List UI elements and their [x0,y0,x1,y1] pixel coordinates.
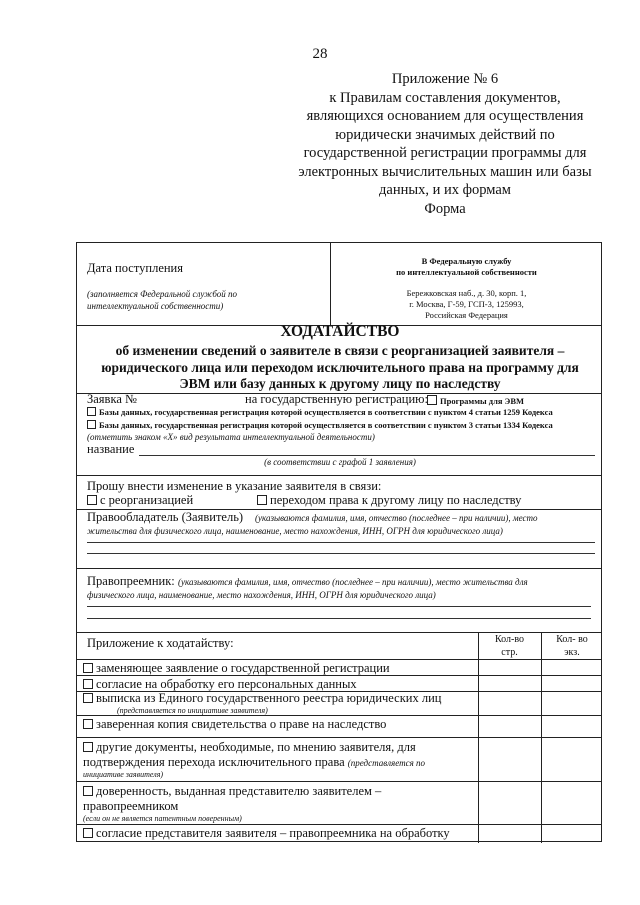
appendix-line: электронных вычислительных машин или базы [298,163,592,180]
attachment-item[interactable]: согласие представителя заявителя – правопреемника на обработку [83,826,450,841]
checkbox-icon[interactable] [427,395,437,405]
receipt-note: интеллектуальной собственности) [87,301,224,311]
pages-col-header: стр. [501,647,518,658]
fed-service-name: В Федеральную службу [421,256,512,266]
checkbox-icon[interactable] [83,786,93,796]
fed-address: Бережковская наб., д. 30, корп. 1, [406,288,527,298]
appendix-line: являющихся основанием для осуществления [306,108,584,124]
name-note: (в соответствии с графой 1 заявления) [264,457,416,467]
successor-note: (указываются фамилия, имя, отчество (последнее – при наличии), место жительства для [178,577,528,587]
appendix-line: к Правилам составления документов, [329,89,561,106]
attachment-note: инициативе заявителя) [83,770,164,779]
checkbox-icon[interactable] [83,663,93,673]
checkbox-icon[interactable] [83,742,93,752]
checkbox-icon[interactable] [87,495,97,505]
change-request-text: Прошу внести изменение в указание заявителя в связи: [87,479,382,493]
attachment-item[interactable]: выписка из Единого государственного реестра юридических лиц [83,691,441,706]
attachment-item[interactable]: другие документы, необходимые, по мнению заявителя, для [83,740,416,755]
fed-address: г. Москва, Г-59, ГСП-3, 125993, [409,299,524,309]
successor-field-line[interactable] [87,618,591,619]
checkbox-icon[interactable] [83,693,93,703]
receipt-date-label: Дата поступления [87,261,183,275]
attachment-note: (если он не является патентным поверенным) [83,814,242,823]
checkbox-icon[interactable] [83,719,93,729]
rightholder-label: Правообладатель (Заявитель) [87,510,244,524]
successor-label: Правопреемник: [87,574,175,588]
checkbox-icon[interactable] [257,495,267,505]
option-inheritance[interactable]: переходом права к другому лицу по наследству [257,493,521,508]
name-field-line[interactable] [139,455,595,456]
page-number: 28 [312,46,328,62]
option-db-1334[interactable]: Базы данных, государственная регистрация которой осуществляется в соответствии с пунктом 3 статьи 1334 Кодекса [87,420,553,430]
rightholder-note: (указываются фамилия, имя, отчество (последнее – при наличии), место [255,513,538,523]
option-program[interactable]: Программы для ЭВМ [427,395,524,406]
checkbox-icon[interactable] [83,679,93,689]
rightholder-field-line[interactable] [87,553,595,554]
attachment-note: (представляется по инициативе заявителя) [117,706,268,715]
checkbox-icon[interactable] [83,828,93,838]
successor-field-line[interactable] [87,606,591,607]
attachment-item-cont: правопреемником [83,799,179,813]
petition-title: ХОДАТАЙСТВО [280,323,400,340]
rightholder-field-line[interactable] [87,542,595,543]
appendix-line: Форма [424,200,466,217]
attachment-item[interactable]: заменяющее заявление о государственной регистрации [83,661,390,676]
registration-text: на государственную регистрацию: [245,392,428,406]
attachment-item[interactable]: заверенная копия свидетельства о праве на наследство [83,717,386,732]
attachments-header: Приложение к ходатайству: [87,636,234,650]
appendix-line: Приложение № 6 [391,71,499,87]
rightholder-note: жительства для физического лица, наименование, место нахождения, ИНН, ОГРН для юридического лица) [87,526,503,536]
checkbox-icon[interactable] [87,407,96,416]
fed-address: Российская Федерация [425,310,508,320]
appendix-line: юридически значимых действий по [335,126,555,143]
name-label: название [87,442,135,456]
appendix-line: данных, и их формам [379,182,511,198]
petition-subtitle: об изменении сведений о заявителе в связи с реорганизацией заявителя – [115,343,565,358]
appendix-line: государственной регистрации программы для [303,145,587,161]
appendix-header [280,70,610,218]
receipt-note: (заполняется Федеральной службой по [87,289,238,299]
option-db-1259[interactable]: Базы данных, государственная регистрация которой осуществляется в соответствии с пунктом 4 статьи 1259 Кодекса [87,407,553,417]
successor-note: физического лица, наименование, место нахождения, ИНН, ОГРН для юридического лица) [87,590,436,600]
petition-subtitle: юридического лица или переходом исключительного права на программу для [101,360,579,375]
option-reorganization[interactable]: с реорганизацией [87,493,193,508]
copies-col-header: экз. [564,647,580,658]
attachment-item[interactable]: согласие на обработку его персональных данных [83,677,357,692]
attachment-item-cont: подтверждения перехода исключительного права (представляется по [83,755,426,769]
petition-form [76,242,602,842]
checkbox-icon[interactable] [87,420,96,429]
pages-col-header: Кол-во [494,634,524,645]
application-label: Заявка № [87,392,137,406]
attachment-item[interactable]: доверенность, выданная представителю заявителем – [83,784,381,799]
fed-service-name: по интеллектуальной собственности [396,267,537,277]
mark-note: (отметить знаком «Х» вид результата интеллектуальной деятельности) [87,432,375,442]
copies-col-header: Кол- во [556,634,588,645]
petition-subtitle: ЭВМ или базу данных к другому лицу по наследству [179,376,501,391]
